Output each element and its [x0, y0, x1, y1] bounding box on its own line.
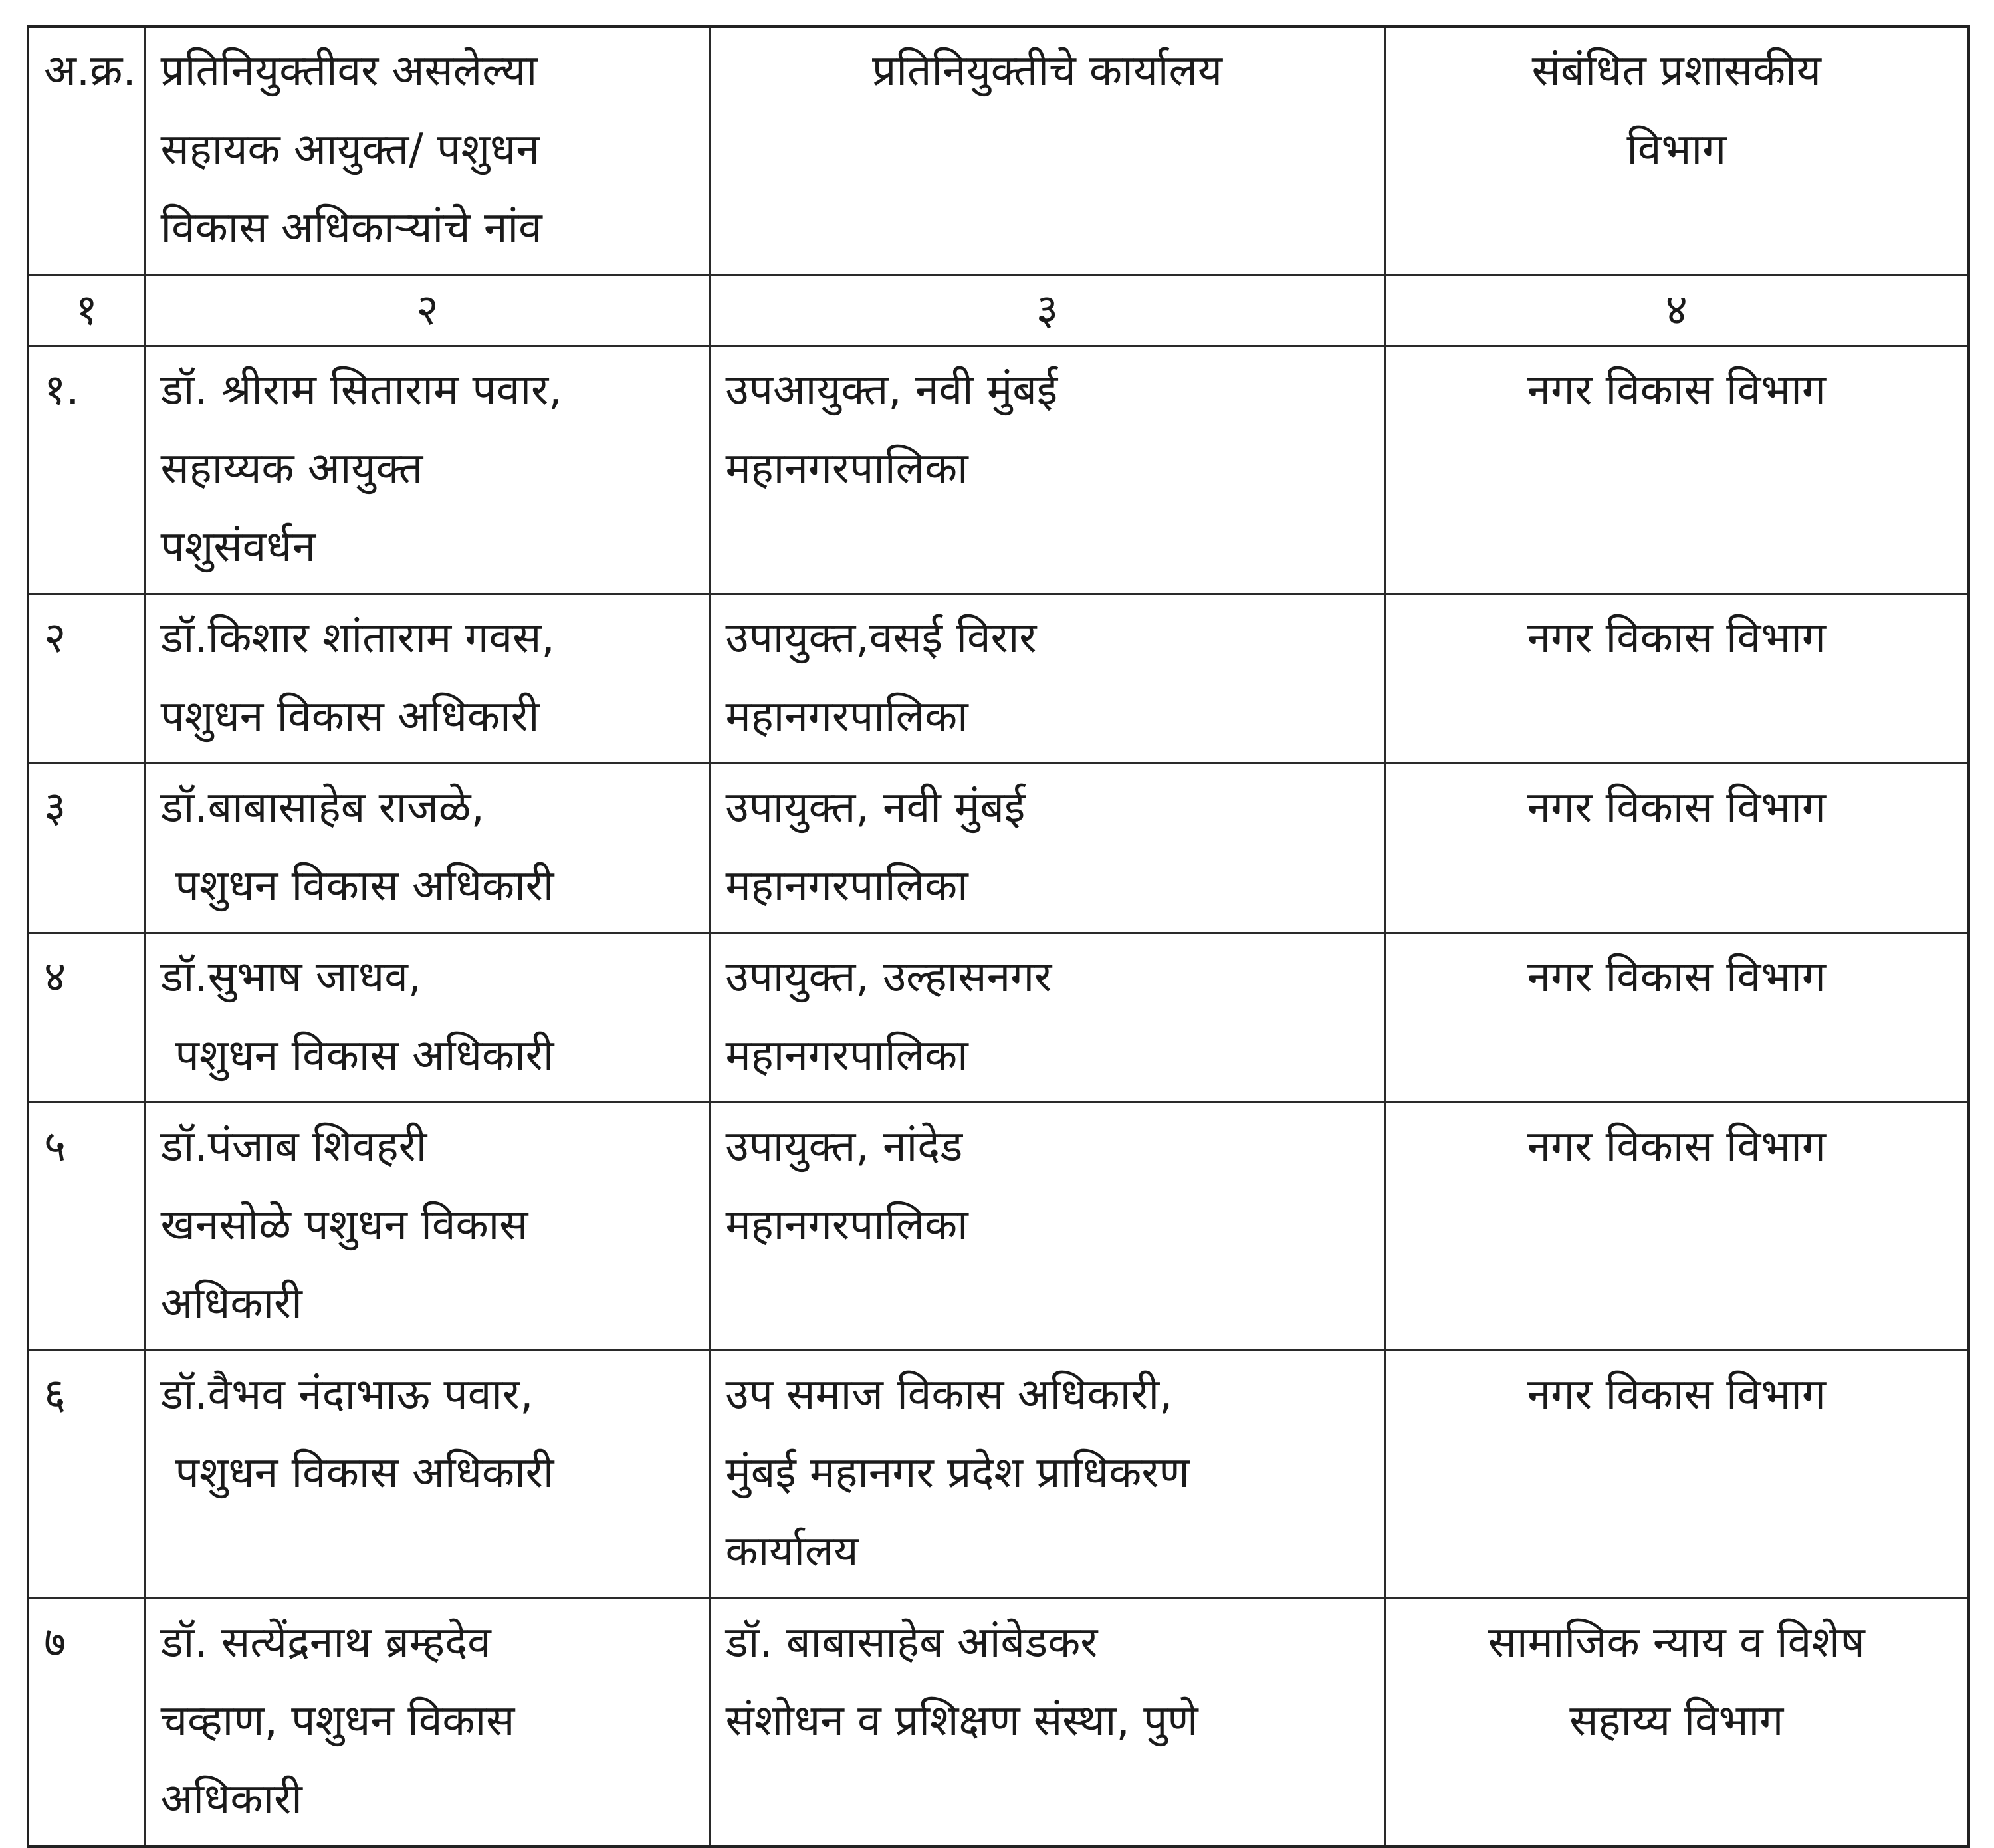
cell-serial: २ [28, 594, 145, 764]
cell-line: डॉ.किशार शांताराम गवस, [160, 614, 555, 663]
cell-line: डॉ.पंजाब शिवहरी [160, 1122, 427, 1171]
cell-officer-name [145, 933, 710, 1103]
cell-officer-name [145, 594, 710, 764]
table-row [28, 764, 1969, 933]
cell-line: पशुधन विकास अधिकारी [175, 1031, 554, 1080]
cell-line: अधिकारी [160, 1279, 302, 1328]
cell-line: सामाजिक न्याय व विशेष [1488, 1618, 1865, 1667]
cell-serial: १. [28, 346, 145, 594]
cell-line: उपायुक्त, उल्हासनगर [725, 953, 1052, 1002]
header-deputation-office: प्रतिनियुक्तीचे कार्यालय [710, 27, 1385, 275]
column-number: ४ [1385, 275, 1969, 346]
cell-line: डॉ.वैभव नंदाभाऊ पवार, [160, 1370, 534, 1419]
table-row [28, 1103, 1969, 1351]
cell-officer-name [145, 1599, 710, 1847]
cell-line: डॉ. श्रीराम सिताराम पवार, [160, 366, 562, 415]
table-row [28, 594, 1969, 764]
column-number: १ [28, 275, 145, 346]
cell-officer-name [145, 1351, 710, 1599]
cell-line: महानगरपालिका [725, 444, 968, 493]
cell-line: नगर विकास विभाग [1527, 366, 1826, 415]
cell-admin-department [1385, 1599, 1969, 1847]
cell-line: नगर विकास विभाग [1527, 783, 1826, 832]
cell-serial: ६ [28, 1351, 145, 1599]
cell-serial: ५ [28, 1103, 145, 1351]
cell-line: डॉ. बाबासाहेब आंबेडकर [725, 1618, 1098, 1667]
cell-line: नगर विकास विभाग [1527, 614, 1826, 663]
cell-line: डॉ.बाबासाहेब राजळे, [160, 783, 485, 832]
table-row [28, 933, 1969, 1103]
cell-line: महानगरपालिका [725, 692, 968, 741]
cell-line: कार्यालय [725, 1527, 859, 1576]
cell-line: पशुधन विकास अधिकारी [175, 1448, 554, 1498]
cell-deputation-office [710, 764, 1385, 933]
cell-line: महानगरपालिका [725, 1031, 968, 1080]
cell-officer-name [145, 1103, 710, 1351]
column-number-row [28, 275, 1969, 346]
cell-line: उपायुक्त, नांदेड [725, 1122, 963, 1171]
cell-line: महानगरपालिका [725, 1201, 968, 1250]
cell-officer-name [145, 764, 710, 933]
table-body [28, 346, 1969, 1847]
header-officer-name: प्रतिनियुक्तीवर असलेल्या सहायक आयुक्त/ पशुधन विकास अधिकाऱ्यांचे नांव [145, 27, 710, 275]
cell-line: डॉ.सुभाष जाधव, [160, 953, 422, 1002]
cell-deputation-office [710, 1599, 1385, 1847]
cell-line: उप समाज विकास अधिकारी, [725, 1370, 1173, 1419]
cell-line: अधिकारी [160, 1775, 302, 1824]
column-number: २ [145, 275, 710, 346]
cell-line: उपायुक्त,वसई विरार [725, 614, 1037, 663]
cell-serial: ७ [28, 1599, 145, 1847]
cell-deputation-office [710, 594, 1385, 764]
cell-deputation-office [710, 933, 1385, 1103]
cell-admin-department [1385, 933, 1969, 1103]
cell-serial: ४ [28, 933, 145, 1103]
cell-line: महानगरपालिका [725, 862, 968, 911]
cell-line: संशोधन व प्रशिक्षण संस्था, पुणे [725, 1696, 1198, 1746]
cell-admin-department [1385, 1103, 1969, 1351]
cell-line: खनसोळे पशुधन विकास [160, 1201, 528, 1250]
header-admin-department: संबंधित प्रशासकीय विभाग [1385, 27, 1969, 275]
cell-line: नगर विकास विभाग [1527, 953, 1826, 1002]
table-row [28, 346, 1969, 594]
cell-deputation-office [710, 346, 1385, 594]
cell-line: पशुसंवर्धन [160, 522, 316, 572]
deputation-table [27, 25, 1970, 1848]
column-number: ३ [710, 275, 1385, 346]
cell-admin-department [1385, 346, 1969, 594]
document-page [27, 25, 1967, 1848]
cell-deputation-office [710, 1103, 1385, 1351]
cell-line: सहाय्य विभाग [1569, 1696, 1784, 1746]
cell-officer-name [145, 346, 710, 594]
cell-line: नगर विकास विभाग [1527, 1122, 1826, 1171]
cell-line: नगर विकास विभाग [1527, 1370, 1826, 1419]
cell-line: चव्हाण, पशुधन विकास [160, 1696, 515, 1746]
table-header-row [28, 27, 1969, 275]
cell-line: उपआयुक्त, नवी मुंबई [725, 366, 1058, 415]
cell-admin-department [1385, 594, 1969, 764]
cell-line: पशुधन विकास अधिकारी [160, 692, 540, 741]
cell-serial: ३ [28, 764, 145, 933]
cell-line: सहाय्यक आयुक्त [160, 444, 423, 493]
table-row [28, 1351, 1969, 1599]
cell-line: पशुधन विकास अधिकारी [175, 862, 554, 911]
cell-admin-department [1385, 764, 1969, 933]
cell-line: मुंबई महानगर प्रदेश प्राधिकरण [725, 1448, 1190, 1498]
header-serial: अ.क्र. [28, 27, 145, 275]
cell-admin-department [1385, 1351, 1969, 1599]
cell-line: उपायुक्त, नवी मुंबई [725, 783, 1026, 832]
cell-deputation-office [710, 1351, 1385, 1599]
cell-line: डॉ. सत्येंद्रनाथ ब्रम्हदेव [160, 1618, 491, 1667]
table-row [28, 1599, 1969, 1847]
